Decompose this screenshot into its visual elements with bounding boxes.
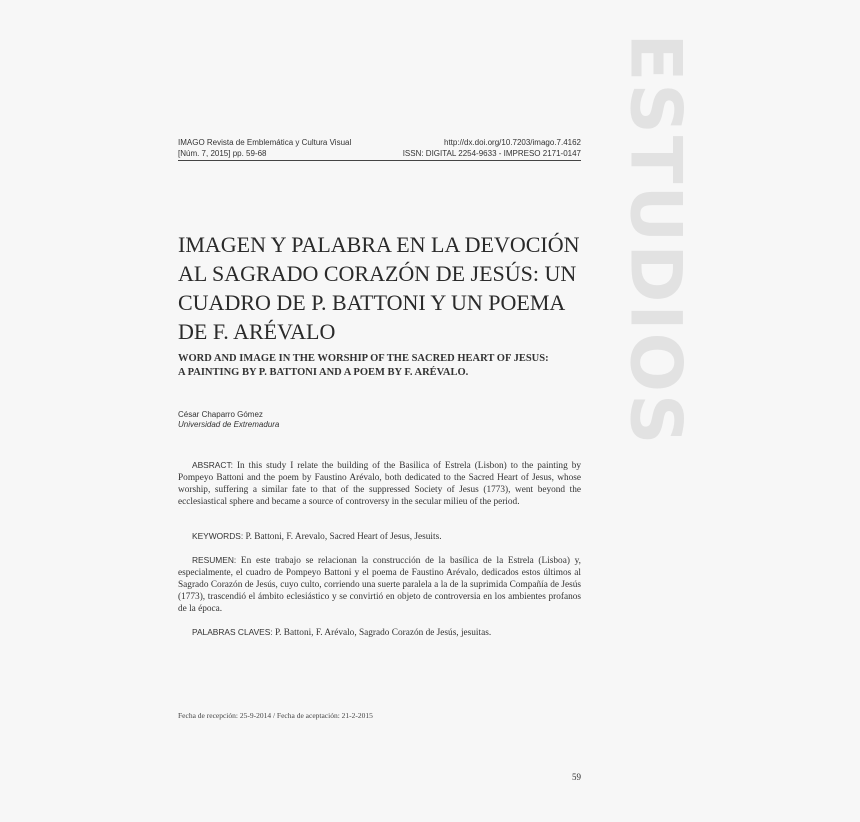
author-affiliation: Universidad de Extremadura: [178, 420, 280, 429]
title-line: IMAGEN Y PALABRA EN LA DEVOCIÓN: [178, 232, 580, 257]
resumen-text: En este trabajo se relacionan la construcción de la basílica de la Estrela (Lisboa) y, especialmente, el cuadro de Pompeyo Battoni y el poema de Faustino Arévalo, dedicados estos últimos al Sagrado Corazón de Jesús, cuyo culto, corriendo una suerte paralela a la de la suprimida Compañía de Jesús (1773), trascendió el ámbito eclesiástico y se convirtió en objeto de controversia en los ambientes profanos de la época.: [178, 556, 581, 614]
subtitle-line: WORD AND IMAGE IN THE WORSHIP OF THE SACRED HEART OF JESUS:: [178, 353, 549, 364]
article-title: [178, 230, 598, 346]
abstract-text: In this study I relate the building of the Basilica of Estrela (Lisbon) to the painting by Pompeyo Battoni and the poem by Faustino Arévalo, both dedicated to the Sacred Heart of Jesus, whose worship, suffering a similar fate to that of the suppressed Society of Jesus (1773), went beyond the ecclesiastical sphere and became a source of controversy in the secular milieu of the period.: [178, 461, 581, 507]
resumen-label: RESUMEN:: [192, 555, 237, 565]
header-row-top: [178, 137, 581, 148]
author-name: César Chaparro Gómez: [178, 410, 263, 419]
article-subtitle: [178, 352, 583, 380]
abstract-label: ABSRACT:: [192, 460, 233, 470]
journal-name: IMAGO Revista de Emblemática y Cultura Visual: [178, 138, 352, 147]
palabras-claves-label: PALABRAS CLAVES:: [192, 627, 273, 637]
header-divider: [178, 160, 581, 161]
doi-link[interactable]: http://dx.doi.org/10.7203/imago.7.4162: [444, 138, 581, 147]
page-number: 59: [572, 772, 581, 782]
running-header: [178, 137, 581, 159]
resumen-paragraph: [178, 554, 581, 615]
issn-info: ISSN: DIGITAL 2254-9633 - IMPRESO 2171-0147: [402, 149, 581, 158]
subtitle-line: A PAINTING BY P. BATTONI AND A POEM BY F. ARÉVALO.: [178, 367, 469, 378]
keywords-paragraph: [178, 530, 581, 543]
section-side-label: [614, 33, 696, 447]
section-side-label-text: ESTUDIOS: [614, 33, 696, 447]
reception-dates: Fecha de recepción: 25-9-2014 / Fecha de aceptación: 21-2-2015: [178, 711, 373, 720]
keywords-text: P. Battoni, F. Arevalo, Sacred Heart of Jesus, Jesuits.: [243, 532, 442, 542]
palabras-claves-text: P. Battoni, F. Arévalo, Sagrado Corazón de Jesús, jesuitas.: [272, 628, 492, 638]
title-line: CUADRO DE P. BATTONI Y UN POEMA: [178, 290, 566, 315]
keywords-label: KEYWORDS:: [192, 531, 244, 541]
palabras-claves-paragraph: [178, 626, 581, 639]
title-line: AL SAGRADO CORAZÓN DE JESÚS: UN: [178, 261, 577, 286]
abstract-paragraph: [178, 459, 581, 508]
issue-info: [Núm. 7, 2015] pp. 59-68: [178, 149, 267, 158]
header-row-bottom: [178, 148, 581, 159]
author-block: [178, 410, 279, 430]
title-line: DE F. ARÉVALO: [178, 319, 336, 344]
